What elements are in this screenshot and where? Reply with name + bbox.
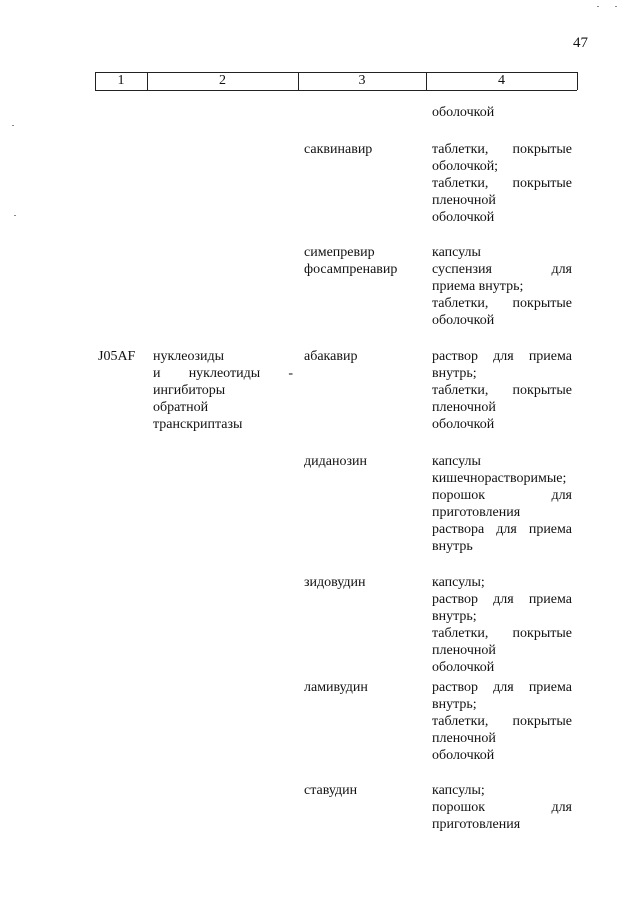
dosage-form-line: капсулы; (432, 575, 485, 590)
dosage-forms (432, 679, 572, 764)
dosage-form-line: оболочкой (432, 660, 495, 675)
dosage-form-line: суспензия для (432, 262, 572, 277)
drug-line: ламивудин (304, 680, 368, 695)
dosage-form-line: пленочной (432, 400, 496, 415)
atc-code: J05AF (98, 349, 136, 364)
dosage-form-line: внутрь; (432, 697, 477, 712)
scan-speck (12, 125, 14, 126)
drug-name (304, 453, 426, 470)
dosage-form-line: оболочкой (432, 748, 495, 763)
dosage-form-line: капсулы (432, 454, 481, 469)
dosage-form-line: внутрь; (432, 366, 477, 381)
dosage-form-line: оболочкой (432, 105, 495, 120)
scan-speck (597, 6, 599, 7)
header-col-2: 2 (219, 73, 226, 88)
group-line: ингибиторы (153, 383, 226, 398)
dosage-form-line: приготовления (432, 817, 521, 832)
drug-name (304, 782, 426, 799)
dosage-form-line: раствор для приема (432, 680, 572, 695)
dosage-form-line: капсулы; (432, 783, 485, 798)
dosage-form-line: пленочной (432, 643, 496, 658)
drug-name (304, 679, 426, 696)
dosage-form-line: пленочной (432, 193, 496, 208)
dosage-form-line: оболочкой; (432, 159, 499, 174)
drug-name (304, 348, 426, 365)
dosage-forms (432, 104, 572, 121)
drug-line: зидовудин (304, 575, 366, 590)
scan-speck (615, 6, 617, 7)
dosage-form-line: раствор для приема (432, 349, 572, 364)
dosage-forms (432, 782, 572, 833)
dosage-form-line: пленочной (432, 731, 496, 746)
drug-line: абакавир (304, 349, 358, 364)
header-col-1: 1 (117, 73, 125, 88)
dosage-forms (432, 574, 572, 676)
dosage-forms (432, 244, 572, 329)
dosage-form-line: приготовления (432, 505, 521, 520)
dosage-form-line: оболочкой (432, 417, 495, 432)
scan-speck (14, 215, 16, 216)
drug-line: диданозин (304, 454, 367, 469)
header-col-4: 4 (498, 73, 505, 88)
group-line: и нуклеотиды - (153, 366, 293, 381)
dosage-forms (432, 141, 572, 226)
header-col-3: 3 (358, 73, 366, 88)
dosage-form-line: таблетки, покрытые (432, 714, 572, 729)
header-divider (577, 72, 578, 90)
dosage-form-line: кишечнорастворимые; (432, 471, 567, 486)
dosage-form-line: приема внутрь; (432, 279, 524, 294)
drug-name (304, 244, 426, 278)
dosage-form-line: раствор для приема (432, 592, 572, 607)
page-number: 47 (573, 35, 588, 51)
group-line: обратной (153, 400, 209, 415)
dosage-form-line: таблетки, покрытые (432, 626, 572, 641)
dosage-form-line: таблетки, покрытые (432, 383, 572, 398)
dosage-form-line: таблетки, покрытые (432, 142, 572, 157)
dosage-form-line: порошок для (432, 800, 572, 815)
dosage-form-line: оболочкой (432, 313, 495, 328)
dosage-forms (432, 348, 572, 433)
dosage-form-line: капсулы (432, 245, 481, 260)
drug-line: симепревир (304, 245, 375, 260)
group-line: транскриптазы (153, 417, 243, 432)
drug-name (304, 141, 426, 158)
pharmacological-group (153, 348, 293, 433)
dosage-forms (432, 453, 572, 555)
drug-name (304, 574, 426, 591)
dosage-form-line: таблетки, покрытые (432, 176, 572, 191)
dosage-form-line: таблетки, покрытые (432, 296, 572, 311)
drug-line: фосампренавир (304, 262, 398, 277)
dosage-form-line: внутрь (432, 539, 473, 554)
drug-line: ставудин (304, 783, 358, 798)
drug-line: саквинавир (304, 142, 373, 157)
header-bottom-rule (95, 90, 577, 91)
dosage-form-line: раствора для приема (432, 522, 572, 537)
dosage-form-line: оболочкой (432, 210, 495, 225)
group-line: нуклеозиды (153, 349, 225, 364)
dosage-form-line: внутрь; (432, 609, 477, 624)
dosage-form-line: порошок для (432, 488, 572, 503)
